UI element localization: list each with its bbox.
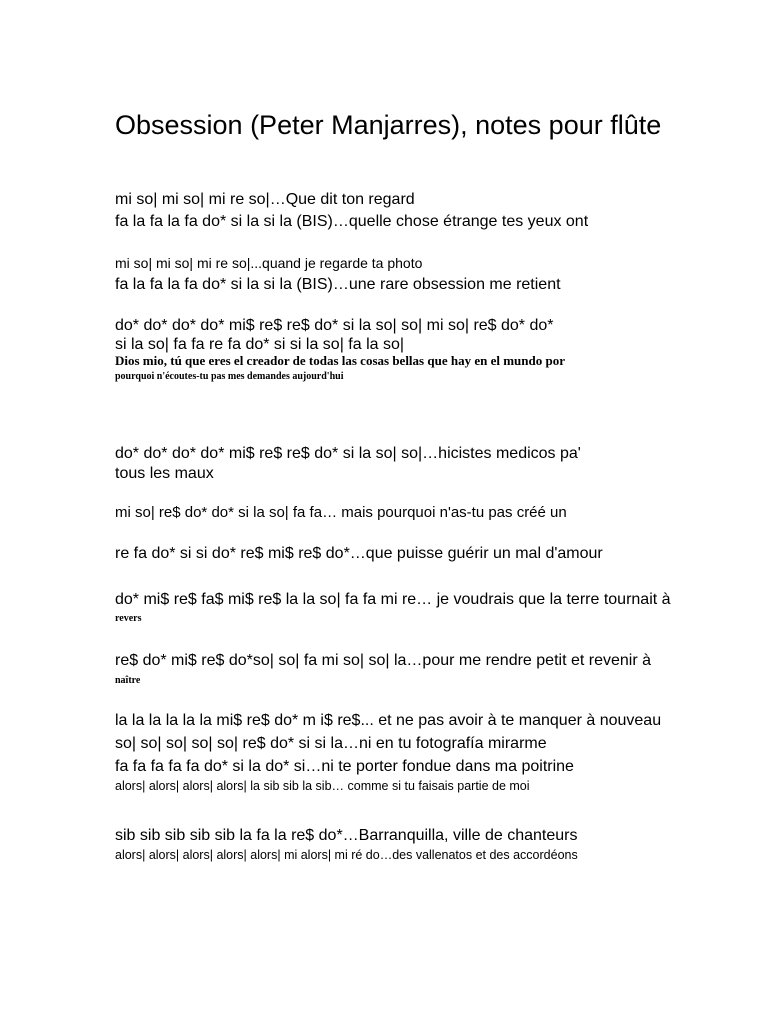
lyric-line: fa la fa la fa do* si la si la (BIS)…une rare obsession me retient (115, 276, 561, 293)
lyric-line: si la so| fa fa re fa do* si si la so| fa la so| (115, 336, 405, 353)
lyric-line: do* mi$ re$ fa$ mi$ re$ la la so| fa fa mi re… je voudrais que la terre tournait à (115, 591, 671, 608)
lyric-line: fa la fa la fa do* si la si la (BIS)…quelle chose étrange tes yeux ont (115, 213, 589, 230)
lyric-line: re fa do* si si do* re$ mi$ re$ do*…que puisse guérir un mal d'amour (115, 545, 603, 562)
lyric-line: Dios mio, tú que eres el creador de todas las cosas bellas que hay en el mundo por (115, 353, 565, 368)
lyric-line: alors| alors| alors| alors| alors| mi alors| mi ré do…des vallenatos et des accordéons (115, 848, 578, 862)
lyric-line: mi so| re$ do* do* si la so| fa fa… mais pourquoi n'as-tu pas créé un (115, 504, 567, 521)
lyric-line: tous les maux (115, 465, 214, 482)
lyric-line: mi so| mi so| mi re so|...quand je regarde ta photo (115, 255, 423, 271)
lyric-line: pourquoi n'écoutes-tu pas mes demandes aujourd'hui (115, 371, 344, 382)
lyric-line: alors| alors| alors| alors| la sib sib la sib… comme si tu faisais partie de moi (115, 779, 530, 793)
lyric-line: re$ do* mi$ re$ do*so| so| fa mi so| so| la…pour me rendre petit et revenir à (115, 652, 651, 669)
lyric-line: do* do* do* do* mi$ re$ re$ do* si la so| so| mi so| re$ do* do* (115, 317, 554, 334)
lyric-line: fa fa fa fa fa do* si la do* si…ni te porter fondue dans ma poitrine (115, 758, 574, 775)
lyric-line: revers (115, 613, 142, 624)
lyric-line: do* do* do* do* mi$ re$ re$ do* si la so| so|…hicistes medicos pa' (115, 445, 581, 462)
lyric-line: sib sib sib sib sib la fa la re$ do*…Barranquilla, ville de chanteurs (115, 827, 578, 844)
lyric-line: naître (115, 675, 141, 686)
lyric-line: mi so| mi so| mi re so|…Que dit ton regard (115, 191, 415, 208)
page-title: Obsession (Peter Manjarres), notes pour flûte (115, 110, 662, 140)
lyric-line: la la la la la la mi$ re$ do* m i$ re$... et ne pas avoir à te manquer à nouveau (115, 712, 662, 729)
lyric-line: so| so| so| so| so| re$ do* si si la…ni en tu fotografía mirarme (115, 735, 547, 752)
